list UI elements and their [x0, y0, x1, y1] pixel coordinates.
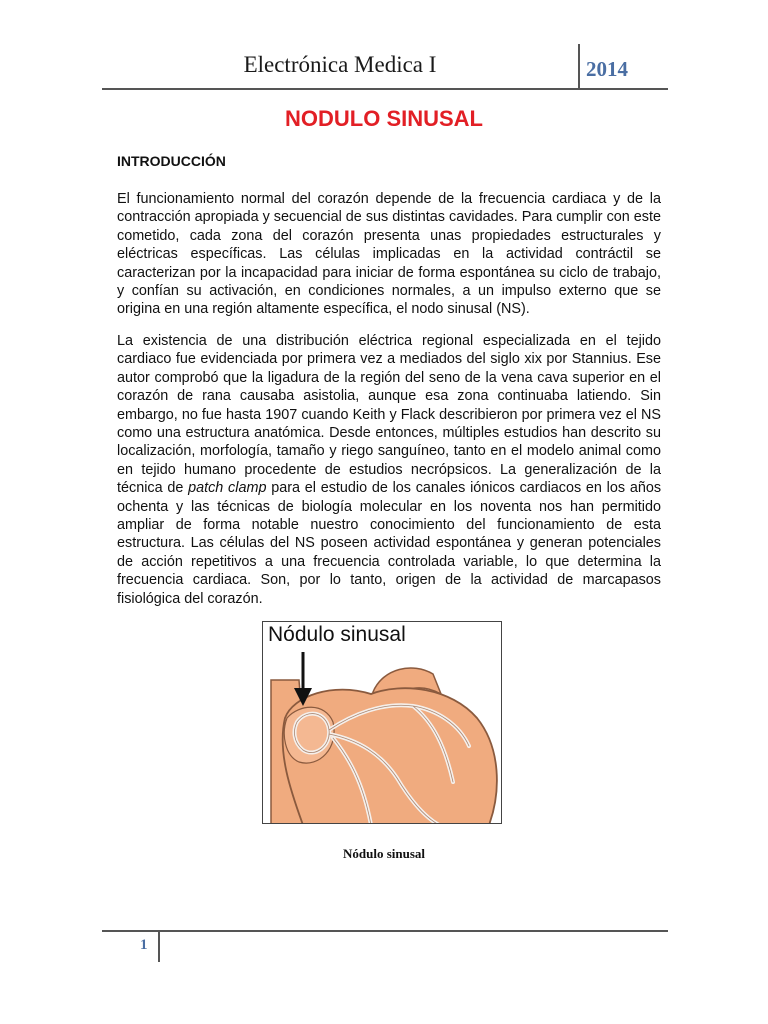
paragraph-history-text-1: La existencia de una distribución eléctrica regional especializada en el tejido cardiaco fue evidenciada por primera vez a mediados del siglo xix por Stannius. Ese autor comprobó que la ligadura de la región del seno de la vena cava superior en el corazón de rana causaba asistolia, aunque esa zona continuaba latiendo. Sin embargo, no fue hasta 1907 cuando Keith y Flack describieron por primera vez el NS como una estructura anatómica. Desde entonces, múltiples estudios han descrito su localización, morfología, tamaño y riego sanguíneo, tanto en el modelo animal como en tejido humano procedente de estudios necrópsicos. La generalización de la técnica de [117, 333, 661, 497]
figure-label: Nódulo sinusal [268, 623, 406, 646]
document-title: NODULO SINUSAL [285, 106, 483, 131]
paragraph-history [117, 332, 661, 608]
figure-caption: Nódulo sinusal [342, 846, 425, 861]
patch-clamp-term: patch clamp [188, 480, 267, 497]
header-title: Electrónica Medica I [243, 52, 437, 77]
header-year: 2014 [586, 57, 628, 81]
heart-figure [262, 621, 502, 824]
paragraph-history-text-2: para el estudio de los canales iónicos cardiacos en los años ochenta y las técnicas de biología molecular en los noventa nos han permitido ampliar de forma notable nuestro conocimiento del funcionamiento de esta estructura. Las células del NS poseen actividad espontánea y generan potenciales de acción repetitivos a una frecuencia controlada variable, lo que determina la frecuencia cardiaca. Son, por lo tanto, origen de la actividad de marcapasos fisiológica del corazón. [117, 480, 662, 607]
header-divider [578, 44, 580, 90]
header-rule [102, 88, 668, 90]
page-number: 1 [140, 937, 148, 953]
footer-rule [102, 930, 668, 932]
section-heading: INTRODUCCIÓN [117, 153, 226, 169]
footer-divider [158, 930, 160, 962]
heart-illustration [263, 622, 502, 824]
paragraph-intro: El funcionamiento normal del corazón depende de la frecuencia cardiaca y de la contracción apropiada y secuencial de sus distintas cavidades. Para cumplir con este cometido, cada zona del corazón presenta unas propiedades estructurales y eléctricas específicas. Las células implicadas en la actividad contráctil se caracterizan por la incapacidad para iniciar de forma espontánea su ciclo de trabajo, y confían su activación, en condiciones normales, a un impulso externo que se origina en una región altamente específica, el nodo sinusal (NS). [117, 191, 661, 318]
